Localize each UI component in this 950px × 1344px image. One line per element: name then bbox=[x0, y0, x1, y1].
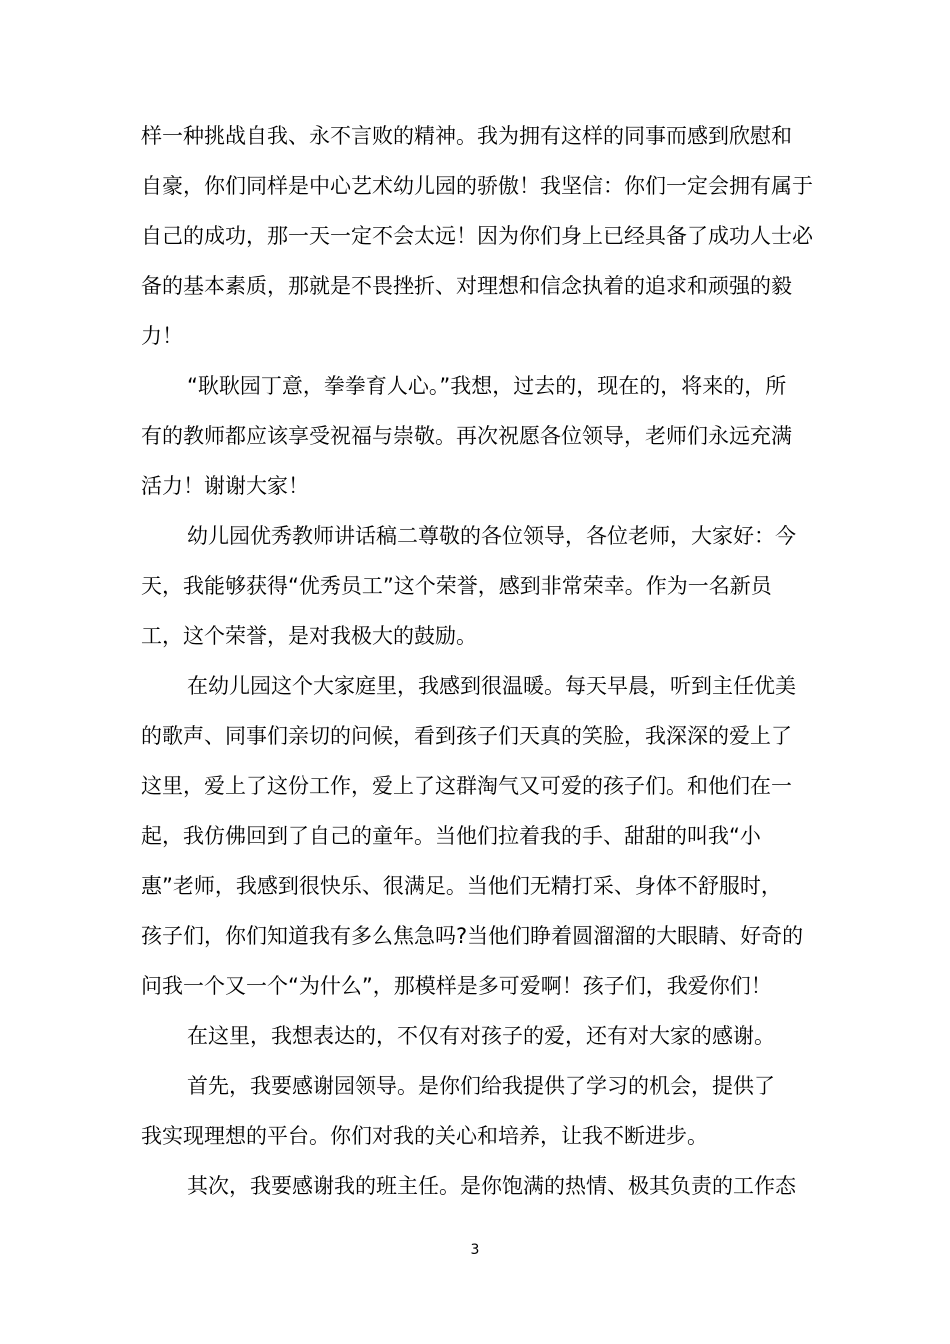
text-line: 自己的成功，那一天一定不会太远！因为你们身上已经具备了成功人士必 bbox=[141, 224, 813, 248]
text-line: 在幼儿园这个大家庭里，我感到很温暖。每天早晨，听到主任优美 bbox=[187, 674, 796, 698]
text-line: 孩子们，你们知道我有多么焦急吗?当他们睁着圆溜溜的大眼睛、好奇的 bbox=[141, 924, 804, 948]
text-line: 的歌声、同事们亲切的问候，看到孩子们天真的笑脸，我深深的爱上了 bbox=[141, 724, 792, 748]
text-line: 幼儿园优秀教师讲话稿二尊敬的各位领导，各位老师，大家好：今 bbox=[187, 524, 796, 548]
text-line: 惠”老师，我感到很快乐、很满足。当他们无精打采、身体不舒服时， bbox=[141, 874, 782, 898]
text-line: 我实现理想的平台。你们对我的关心和培养，让我不断进步。 bbox=[141, 1124, 708, 1148]
text-line: 备的基本素质，那就是不畏挫折、对理想和信念执着的追求和顽强的毅 bbox=[141, 274, 792, 298]
text-line: 问我一个又一个“为什么”，那模样是多可爱啊！孩子们，我爱你们！ bbox=[141, 974, 772, 998]
text-line: 其次，我要感谢我的班主任。是你饱满的热情、极其负责的工作态 bbox=[187, 1174, 796, 1198]
text-line: 活力！谢谢大家！ bbox=[141, 474, 309, 498]
page-number: 3 bbox=[470, 1242, 480, 1258]
text-line: 工，这个荣誉，是对我极大的鼓励。 bbox=[141, 624, 477, 648]
text-line: 起，我仿佛回到了自己的童年。当他们拉着我的手、甜甜的叫我“小 bbox=[141, 824, 761, 848]
text-line: 力！ bbox=[141, 324, 183, 348]
text-line: 这里，爱上了这份工作，爱上了这群淘气又可爱的孩子们。和他们在一 bbox=[141, 774, 792, 798]
text-line: 天，我能够获得“优秀员工”这个荣誉，感到非常荣幸。作为一名新员 bbox=[141, 574, 772, 598]
text-line: “耿耿园丁意，拳拳育人心。”我想，过去的，现在的，将来的，所 bbox=[187, 374, 787, 398]
text-line: 首先，我要感谢园领导。是你们给我提供了学习的机会，提供了 bbox=[187, 1074, 775, 1098]
text-line: 样一种挑战自我、永不言败的精神。我为拥有这样的同事而感到欣慰和 bbox=[141, 124, 792, 148]
text-line: 有的教师都应该享受祝福与崇敬。再次祝愿各位领导，老师们永远充满 bbox=[141, 424, 792, 448]
text-line: 在这里，我想表达的，不仅有对孩子的爱，还有对大家的感谢。 bbox=[187, 1024, 775, 1048]
text-line: 自豪，你们同样是中心艺术幼儿园的骄傲！我坚信：你们一定会拥有属于 bbox=[141, 174, 813, 198]
